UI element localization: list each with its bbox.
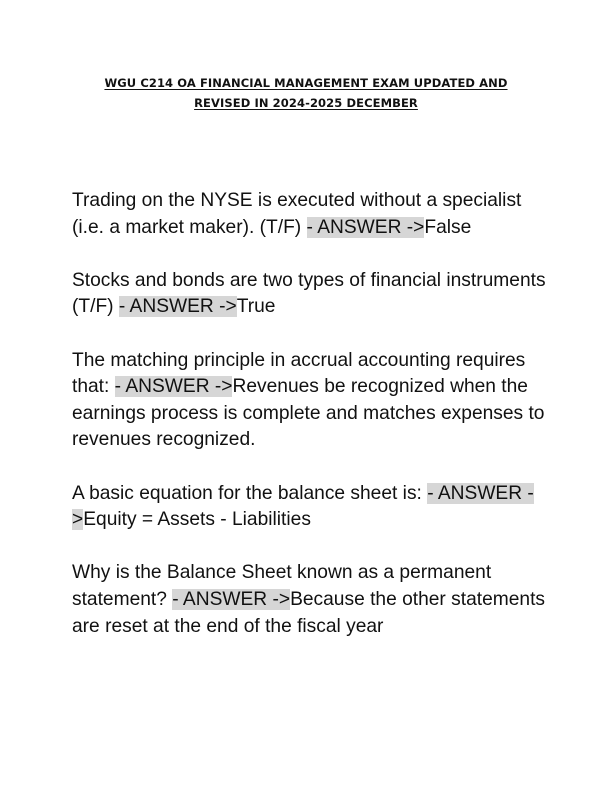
answer-marker: - ANSWER -> bbox=[72, 482, 534, 531]
answer-text: Equity = Assets - Liabilities bbox=[83, 509, 311, 531]
answer-marker: - ANSWER -> bbox=[306, 216, 425, 238]
answer-marker: - ANSWER -> bbox=[114, 376, 233, 398]
qa-item bbox=[72, 348, 550, 454]
question-text: Trading on the NYSE is executed without a specialist (i.e. a market maker). (T/F) bbox=[72, 190, 522, 238]
document-title bbox=[60, 73, 552, 113]
answer-text: Revenues be recognized when the earnings process is complete and matches expenses to revenues recognized. bbox=[72, 376, 545, 451]
answer-text: Because the other statements are reset at the end of the fiscal year bbox=[72, 588, 545, 637]
qa-item bbox=[72, 560, 550, 640]
qa-item bbox=[72, 481, 550, 534]
answer-text: True bbox=[236, 296, 276, 318]
question-text: A basic equation for the balance sheet is: bbox=[72, 482, 428, 504]
answer-text: False bbox=[424, 216, 472, 238]
answer-marker: - ANSWER -> bbox=[118, 296, 237, 318]
question-text: Why is the Balance Sheet known as a permanent statement? bbox=[72, 562, 492, 610]
title-line-2: REVISED IN 2024-2025 DECEMBER bbox=[194, 96, 418, 110]
qa-item bbox=[72, 188, 550, 241]
qa-list bbox=[72, 188, 550, 667]
qa-item bbox=[72, 268, 550, 321]
title-line-1: WGU C214 OA FINANCIAL MANAGEMENT EXAM UPDATED AND bbox=[104, 76, 508, 90]
answer-marker: - ANSWER -> bbox=[172, 588, 291, 610]
question-text: Stocks and bonds are two types of financial instruments (T/F) bbox=[72, 269, 546, 318]
question-text: The matching principle in accrual accounting requires that: bbox=[72, 349, 526, 398]
